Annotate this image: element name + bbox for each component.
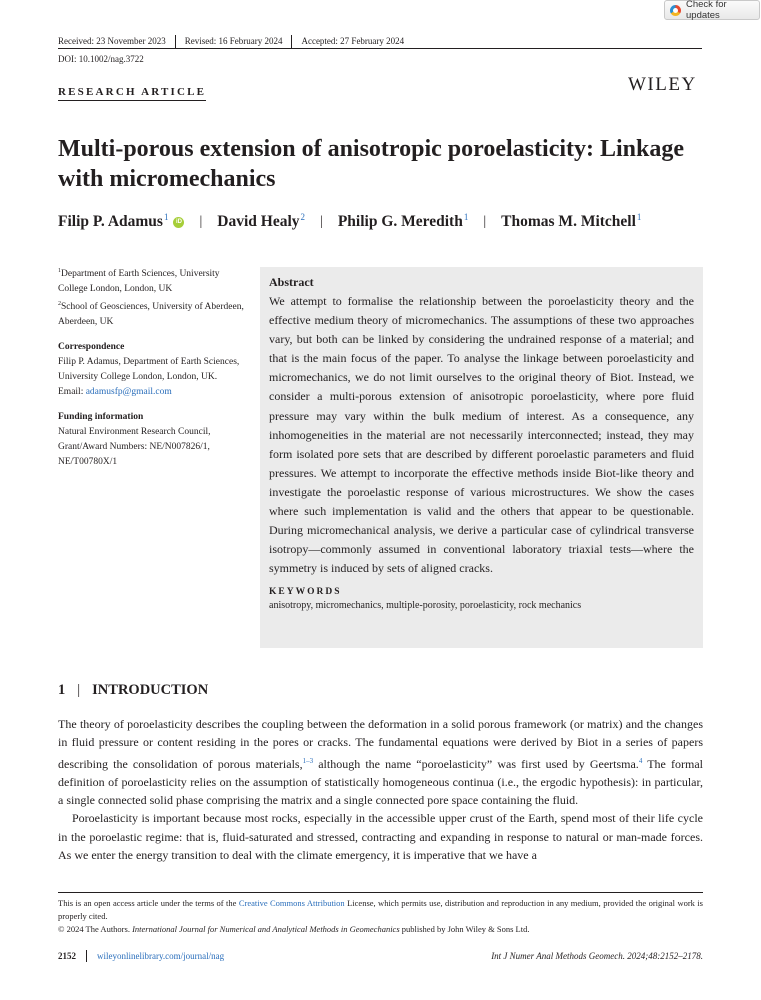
funding-heading: Funding information bbox=[58, 412, 144, 422]
crossmark-icon bbox=[670, 5, 681, 16]
paragraph: The theory of poroelasticity describes the coupling between the deformation in a solid porous framework (or matrix) and the changes in fluid pressure or content residing in the pores or cracks. The fundamental equations were derived by Biot in a series of papers describing the consolidation of porous materials,$^{1-3}$ although the name “poroelasticity” was first used by Geertsma.$^4$ The formal definition of poroelasticity relies on the assumption of statistically homogeneous continua (i.e., the ergodic hypothesis): in particular, a single connected solid phase comprising the matrix and a single connected pore space containing the fluid. bbox=[58, 717, 703, 808]
side-info bbox=[58, 264, 248, 480]
author-name: Filip P. Adamus bbox=[58, 213, 163, 230]
author[interactable] bbox=[501, 213, 641, 231]
email-label: Email: bbox=[58, 387, 86, 397]
paragraph: Poroelasticity is important because most rocks, especially in the accessible upper crust of the Earth, spend most of their life cycle in the poroelastic regime: that is, fluid-saturated and stressed, contracting and expanding in response to natural or man-made forces. As we enter the energy transition to deal with the climate emergency, it is imperative that we have a bbox=[58, 811, 703, 863]
correspondence-text: Filip P. Adamus, Department of Earth Sciences, University College London, London, UK. bbox=[58, 357, 240, 382]
author-name: Philip G. Meredith bbox=[337, 213, 463, 230]
author-name: David Healy bbox=[217, 213, 300, 230]
article-title: Multi-porous extension of anisotropic poroelasticity: Linkage with micromechanics bbox=[58, 136, 685, 192]
journal-name: International Journal for Numerical and Analytical Methods in Geomechanics bbox=[132, 924, 400, 934]
section-title: INTRODUCTION bbox=[92, 682, 209, 698]
author-name: Thomas M. Mitchell bbox=[501, 213, 636, 230]
correspondence-heading: Correspondence bbox=[58, 342, 125, 352]
affiliations bbox=[58, 264, 248, 330]
body-text bbox=[58, 715, 703, 864]
author-separator: | bbox=[199, 214, 203, 229]
keywords: anisotropy, micromechanics, multiple-porosity, poroelasticity, rock mechanics bbox=[269, 600, 582, 612]
author-affiliation-ref: 1 bbox=[636, 212, 642, 222]
article-type: RESEARCH ARTICLE bbox=[58, 86, 206, 101]
journal-url-link[interactable]: wileyonlinelibrary.com/journal/nag bbox=[97, 951, 225, 961]
received-date: Received: 23 November 2023 bbox=[58, 36, 166, 46]
author[interactable] bbox=[338, 213, 469, 231]
check-for-updates-button[interactable] bbox=[664, 0, 760, 20]
citation-link[interactable]: 4 bbox=[638, 756, 643, 765]
author[interactable] bbox=[217, 213, 305, 231]
affiliation: $^2$School of Geosciences, University of Aberdeen, Aberdeen, UK bbox=[58, 301, 244, 327]
abstract-box bbox=[260, 267, 703, 648]
author-affiliation-ref: 2 bbox=[300, 212, 306, 222]
license-note: This is an open access article under the terms of the Creative Commons Attribution License, which permits use, distribution and reproduction in any medium, provided the original work is properly cited. bbox=[58, 898, 703, 921]
article-history bbox=[58, 35, 413, 48]
email-link[interactable]: adamusfp@gmail.com bbox=[85, 387, 172, 397]
footer-divider bbox=[58, 892, 703, 893]
page-number: 2152 bbox=[58, 951, 76, 961]
citation-link[interactable]: 1–3 bbox=[302, 756, 314, 765]
section-separator: | bbox=[77, 682, 81, 698]
author-separator: | bbox=[320, 214, 323, 229]
funding bbox=[58, 410, 248, 470]
publisher-logo: WILEY bbox=[628, 74, 697, 95]
author[interactable] bbox=[58, 213, 184, 231]
keywords-heading: KEYWORDS bbox=[269, 587, 342, 598]
author-list bbox=[58, 213, 641, 231]
correspondence bbox=[58, 340, 248, 400]
accepted-date: Accepted: 27 February 2024 bbox=[291, 35, 413, 48]
author-separator: | bbox=[483, 214, 487, 229]
doi: DOI: 10.1002/nag.3722 bbox=[58, 54, 144, 64]
abstract-text: We attempt to formalise the relationship between the poroelasticity theory and the effective medium theory of micromechanics. The assumptions of these two approaches vary, but both can be linked by considering the undrained response of a material; and that is the main focus of the paper. To analyse the linkage between poroelasticity and micromechanics, we do not limit ourselves to the original theory of Biot. Instead, we consider a multi-porous extension of anisotropic poroelasticity, where pore fluid pressure may vary within the bulk medium of interest. As a consequence, any inhomogeneities in the material are not necessarily interconnected; instead, they may form isolated pore sets that are described by different poroelastic parameters and fluid pressures. We attempt to incorporate the effective methods inside Biot-like theory and investigate the poroelastic response of various microstructures. We show the cases where such implementation is valid and the others that appear to be questionable. During micromechanical analysis, we derive a particular case of cylindrical transverse isotropy—commonly assumed in conventional laboratory triaxial tests—where the symmetry is induced by sets of aligned cracks. bbox=[269, 294, 694, 576]
abstract-heading: Abstract bbox=[269, 275, 314, 289]
revised-date: Revised: 16 February 2024 bbox=[175, 35, 292, 48]
footer-separator bbox=[86, 950, 87, 962]
license-link[interactable]: Creative Commons Attribution bbox=[238, 898, 345, 908]
journal-citation: Int J Numer Anal Methods Geomech. 2024;48:2152–2178. bbox=[491, 951, 703, 961]
section-heading bbox=[58, 682, 208, 699]
section-number: 1 bbox=[58, 682, 66, 698]
funding-text: Natural Environment Research Council, Grant/Award Numbers: NE/N007826/1, NE/T00780X/1 bbox=[58, 427, 211, 467]
check-for-updates-label: Check for updates bbox=[686, 0, 727, 21]
author-affiliation-ref: 1 bbox=[463, 212, 469, 222]
page-footer bbox=[58, 950, 703, 962]
copyright-note: © 2024 The Authors. International Journal for Numerical and Analytical Methods in Geomechanics published by John Wiley & Sons Ltd. bbox=[58, 924, 530, 934]
orcid-icon[interactable]: iD bbox=[173, 217, 184, 228]
author-affiliation-ref: 1 bbox=[163, 212, 169, 222]
header-divider bbox=[58, 48, 702, 49]
affiliation: $^1$Department of Earth Sciences, University College London, London, UK bbox=[58, 268, 220, 294]
